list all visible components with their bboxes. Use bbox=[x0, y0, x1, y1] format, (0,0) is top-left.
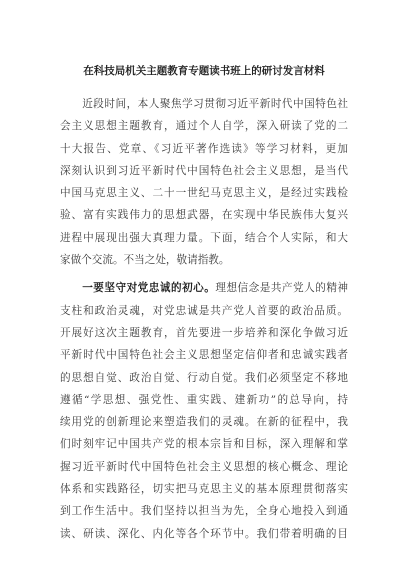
paragraph-line: 开展好这次主题教育，首先要进一步培养和深化争做习近 bbox=[60, 326, 348, 339]
paragraph-line: 进程中展现出强大真理力量。下面，结合个人实际，和大 bbox=[60, 231, 348, 244]
paragraph-line: 的思想自觉、政治自觉、行动自觉。我们必须坚定不移地 bbox=[60, 371, 348, 384]
paragraph-line: 近段时间，本人聚焦学习贯彻习近平新时代中国特色社 bbox=[82, 98, 348, 110]
paragraph-line: 深刻认识到习近平新时代中国特色社会主义思想，是当代 bbox=[60, 164, 348, 177]
paragraph-line: 十大报告、党章、《习近平著作选读》等学习材料，更加 bbox=[60, 142, 348, 155]
paragraph-line: 平新时代中国特色社会主义思想坚定信仰者和忠诚实践者 bbox=[60, 349, 348, 362]
paragraph-line: 会主义思想主题教育，通过个人自学，深入研读了党的二 bbox=[60, 120, 348, 133]
paragraph-line: 体系和实践路径，切实把马克思主义的基本原理贯彻落实 bbox=[60, 483, 348, 496]
document-body bbox=[60, 93, 348, 545]
paragraph-line: 遵循“学思想、强党性、重实践、建新功”的总导向，持 bbox=[60, 393, 348, 406]
paragraph-line: 续用党的创新理论来塑造我们的灵魂。在新的征程中，我 bbox=[60, 416, 348, 429]
paragraph-line: 中国马克思主义、二十一世纪马克思主义，是经过实践检 bbox=[60, 187, 348, 200]
paragraph-line: 家做个交流。不当之处，敬请指教。 bbox=[60, 254, 230, 267]
paragraph-line: 握习近平新时代中国特色社会主义思想的核心概念、理论 bbox=[60, 460, 348, 473]
document-title: 在科技局机关主题教育专题读书班上的研讨发言材料 bbox=[83, 65, 325, 77]
paragraph-line: 支柱和政治灵魂，对党忠诚是共产党人首要的政治品质。 bbox=[60, 304, 348, 317]
paragraph-line: 读、研读、深化、内化等各个环节中。我们带着明确的目 bbox=[60, 527, 348, 540]
paragraph-line: 一要坚守对党忠诚的初心。理想信念是共产党人的精神 bbox=[82, 282, 348, 295]
paragraph-line: 们时刻牢记中国共产党的根本宗旨和目标，深入理解和掌 bbox=[60, 438, 348, 451]
paragraph-line: 到工作生活中。我们坚持以担当为先，全身心地投入到通 bbox=[60, 505, 348, 518]
section-lead-heading: 一要坚守对党忠诚的初心。 bbox=[82, 282, 216, 295]
paragraph-line: 验、富有实践伟力的思想武器，在实现中华民族伟大复兴 bbox=[60, 209, 348, 222]
